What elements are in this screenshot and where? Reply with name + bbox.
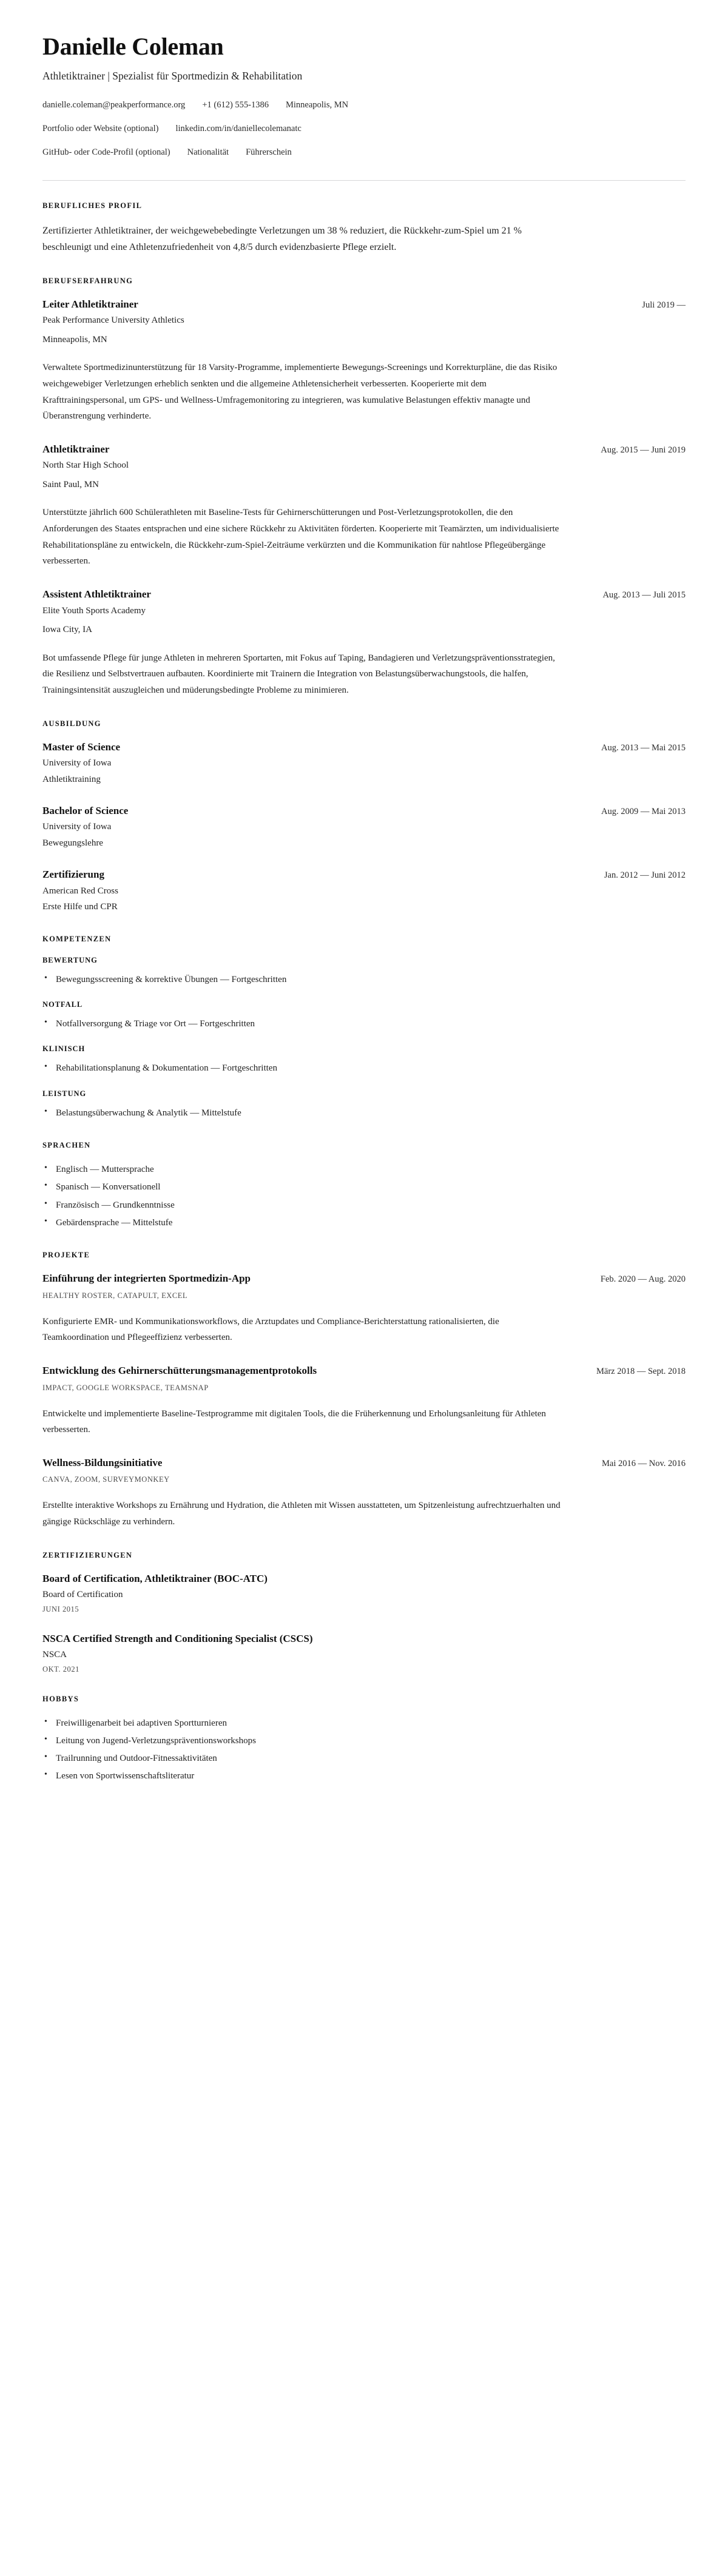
experience-company: North Star High School [42,460,129,471]
skill-group [42,1044,686,1075]
hobby-item: • Freiwilligenarbeit bei adaptiven Sportturnieren [42,1716,686,1730]
certification-entry [42,1572,686,1614]
contact-row-links [42,123,686,136]
education-entry-head [42,804,686,818]
hobby-item: • Lesen von Sportwissenschaftsliteratur [42,1769,686,1783]
experience-location: Saint Paul, MN [42,479,99,489]
project-name: Einführung der integrierten Sportmedizin-App [42,1273,251,1285]
language-item: • Englisch — Muttersprache [42,1162,686,1177]
project-entry-head [42,1364,686,1377]
section-experience [42,277,686,699]
candidate-name: Danielle Coleman [42,33,224,60]
contact-row-primary [42,99,686,112]
hobby-item: • Leitung von Jugend-Verletzungspräventionsworkshops [42,1734,686,1748]
skill-group-name: KLINISCH [42,1044,86,1054]
resume-header [42,33,686,181]
experience-description: Verwaltete Sportmedizinunterstützung für 18 Varsity-Programme, implementierte Bewegungs-Screenings und Korrekturpläne, die das Risiko weichgewebiger Verletzungen erheblich senkten und die allgemeine Athletensicherheit verbesserten. Kooperierte mit dem Krafttrainingspersonal, um GPS- und Wellness-Umfragemonitoring zu integrieren, was kumulative Belastungen effektiv managte und Überanstrengung verhinderte. [42,363,558,422]
contact-drivers-license: Führerschein [246,147,292,157]
project-name: Wellness-Bildungsinitiative [42,1456,163,1468]
language-item: • Gebärdensprache — Mittelstufe [42,1216,686,1230]
section-hobbies [42,1695,686,1784]
skill-item: • Rehabilitationsplanung & Dokumentation — Fortgeschritten [42,1061,686,1075]
education-school: University of Iowa [42,758,112,768]
skill-group-name: LEISTUNG [42,1089,87,1098]
experience-description: Bot umfassende Pflege für junge Athleten in mehreren Sportarten, mit Fokus auf Taping, Bandagieren und Verletzungspräventionsstrategien, die Resilienz und Selbstvertrauen aufbauten. Koordinierte mit Trainern die Integration von Belastungsüberwachungstools, die halfen, Trainingsintensität auszugleichen und müderungsbedingte Probleme zu minimieren. [42,653,555,695]
experience-company: Peak Performance University Athletics [42,315,184,326]
skill-list [42,1061,686,1075]
education-school: American Red Cross [42,886,118,896]
experience-entry [42,588,686,699]
section-title-experience: BERUFSERFAHRUNG [42,276,133,285]
contact-row-extra [42,146,686,160]
certification-date: JUNI 2015 [42,1604,79,1613]
language-item: • Französisch — Grundkenntnisse [42,1198,686,1212]
section-title-hobbies: HOBBYS [42,1694,79,1703]
section-title-skills: KOMPETENZEN [42,934,112,943]
certification-issuer: NSCA [42,1650,67,1660]
experience-entry [42,443,686,570]
project-name: Entwicklung des Gehirnerschütterungsmanagementprotokolls [42,1365,317,1377]
experience-date: Aug. 2015 — Juni 2019 [601,445,686,455]
certification-entry [42,1632,686,1674]
section-skills [42,935,686,1120]
skill-list [42,1017,686,1031]
section-title-certifications: ZERTIFIZIERUNGEN [42,1550,133,1559]
experience-entry-head [42,443,686,456]
education-field: Erste Hilfe und CPR [42,902,118,912]
education-date: Aug. 2013 — Mai 2015 [601,742,686,753]
skill-list [42,1106,686,1120]
education-entry-head [42,741,686,754]
certification-name: NSCA Certified Strength and Conditioning Specialist (CSCS) [42,1632,313,1644]
project-description: Konfigurierte EMR- und Kommunikationsworkflows, die Arztupdates und Compliance-Berichterstattung rationalisierten, die Teamkoordination und Pflegeeffizienz verbesserten. [42,1316,499,1343]
project-entry-head [42,1272,686,1285]
section-education [42,719,686,914]
experience-date: Aug. 2013 — Juli 2015 [602,590,686,600]
section-title-education: AUSBILDUNG [42,719,101,728]
experience-role: Leiter Athletiktrainer [42,298,138,310]
header-divider [42,180,686,181]
project-entry-head [42,1456,686,1470]
education-entry [42,804,686,850]
certification-name: Board of Certification, Athletiktrainer (BOC-ATC) [42,1572,268,1584]
experience-date: Juli 2019 — [642,300,686,310]
experience-role: Assistent Athletiktrainer [42,588,151,600]
education-field: Bewegungslehre [42,838,103,848]
skill-group-name: NOTFALL [42,1000,83,1009]
contact-phone[interactable]: +1 (612) 555-1386 [202,100,269,110]
experience-location: Minneapolis, MN [42,334,107,345]
education-date: Aug. 2009 — Mai 2013 [601,807,686,817]
project-tech: CANVA, ZOOM, SURVEYMONKEY [42,1475,170,1484]
skill-item: • Bewegungsscreening & korrektive Übungen — Fortgeschritten [42,972,686,987]
skill-group-name: BEWERTUNG [42,955,98,964]
experience-description: Unterstützte jährlich 600 Schülerathleten mit Baseline-Tests für Gehirnerschütterungen und Post-Verletzungsprotokollen, die den Anforderungen des Staates entsprachen und eine sichere Rückkehr zu Aktivitäten förderten. Kooperierte mit Teamärzten, um individualisierte Rehabilitationspläne zu entwickeln, die Rückkehr-zum-Spiel-Zeiträume verkürzten und die Kommunikation für nahtlose Pflegeübergänge verbesserten. [42,508,559,567]
certification-date: OKT. 2021 [42,1664,79,1673]
education-degree: Zertifizierung [42,869,104,881]
skill-item: • Notfallversorgung & Triage vor Ort — Fortgeschritten [42,1017,686,1031]
project-date: Feb. 2020 — Aug. 2020 [600,1274,686,1285]
education-entry-head [42,868,686,881]
project-entry [42,1364,686,1438]
project-entry [42,1456,686,1530]
education-entry [42,741,686,786]
project-tech: HEALTHY ROSTER, CATAPULT, EXCEL [42,1291,188,1300]
hobby-item: • Trailrunning und Outdoor-Fitnessaktivitäten [42,1751,686,1766]
contact-github[interactable]: GitHub- oder Code-Profil (optional) [42,147,170,157]
education-degree: Master of Science [42,741,121,753]
experience-entry-head [42,298,686,311]
section-certifications [42,1551,686,1674]
education-school: University of Iowa [42,822,112,832]
skill-list [42,972,686,987]
project-description: Erstellte interaktive Workshops zu Ernährung und Hydration, die Athleten mit Wissen ausstatteten, um Spitzenleistung aufrechtzuerhalten und gängige Rückschläge zu verhindern. [42,1501,561,1527]
skill-group [42,1089,686,1120]
section-languages [42,1141,686,1230]
skill-item: • Belastungsüberwachung & Analytik — Mittelstufe [42,1106,686,1120]
project-tech: IMPACT, GOOGLE WORKSPACE, TEAMSNAP [42,1383,209,1392]
project-entry [42,1272,686,1346]
section-title-projects: PROJEKTE [42,1251,90,1260]
skill-group [42,1000,686,1031]
contact-email[interactable]: danielle.coleman@peakperformance.org [42,100,186,110]
certification-issuer: Board of Certification [42,1590,123,1600]
contact-linkedin[interactable]: linkedin.com/in/daniellecolemanatc [175,124,302,134]
experience-role: Athletiktrainer [42,443,110,455]
section-projects [42,1251,686,1530]
section-title-summary: BERUFLICHES PROFIL [42,201,143,210]
project-description: Entwickelte und implementierte Baseline-Testprogramme mit digitalen Tools, die die Früherkennung und Erholungsanleitung für Athleten verbesserten. [42,1408,546,1435]
language-list [42,1162,686,1230]
summary-text: Zertifizierter Athletiktrainer, der weichgewebebedingte Verletzungen um 38 % reduziert, die Rückkehr-zum-Spiel um 21 % beschleunigt und eine Athletenzufriedenheit von 4,8/5 durch evidenzbasierte Pflege erzielt. [42,225,522,253]
hobby-list [42,1716,686,1784]
experience-entry-head [42,588,686,601]
section-title-languages: SPRACHEN [42,1141,91,1150]
project-date: Mai 2016 — Nov. 2016 [601,1458,686,1468]
contact-portfolio[interactable]: Portfolio oder Website (optional) [42,124,159,134]
project-date: März 2018 — Sept. 2018 [596,1367,686,1377]
language-item: • Spanisch — Konversationell [42,1180,686,1194]
education-date: Jan. 2012 — Juni 2012 [604,870,686,881]
contact-location: Minneapolis, MN [285,100,349,110]
resume-document [42,0,686,1808]
experience-location: Iowa City, IA [42,625,92,635]
section-summary [42,201,686,256]
education-entry [42,868,686,913]
skill-group [42,956,686,987]
contact-nationality: Nationalität [187,147,229,157]
education-degree: Bachelor of Science [42,805,129,817]
candidate-headline: Athletiktrainer | Spezialist für Sportmedizin & Rehabilitation [42,69,303,82]
education-field: Athletiktraining [42,774,101,784]
experience-entry [42,298,686,425]
experience-company: Elite Youth Sports Academy [42,605,146,616]
